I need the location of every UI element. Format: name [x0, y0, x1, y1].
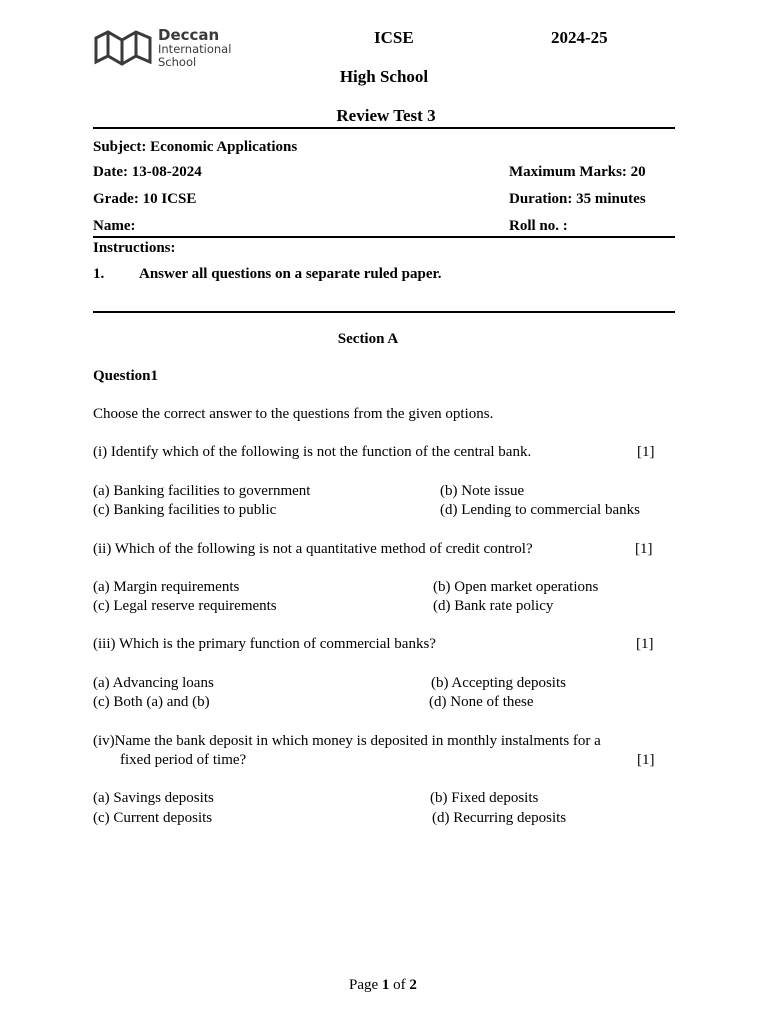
logo-text-line2: International	[158, 42, 232, 56]
question-marks: [1]	[635, 541, 653, 557]
question-text: (i) Identify which of the following is not the function of the central bank.	[93, 444, 532, 460]
answer-option: (b) Open market operations	[433, 579, 599, 595]
answer-option: (a) Banking facilities to government	[93, 483, 311, 499]
page-number	[349, 977, 417, 994]
question-marks: [1]	[636, 636, 654, 652]
page-total: 2	[409, 977, 417, 993]
answer-option: (b) Accepting deposits	[431, 675, 566, 691]
answer-option: (d) Bank rate policy	[433, 598, 554, 614]
grade-label: Grade: 10 ICSE	[93, 191, 197, 207]
answer-option: (a) Margin requirements	[93, 579, 240, 595]
academic-year: 2024-25	[551, 28, 608, 47]
answer-option: (d) None of these	[429, 694, 534, 710]
subject-label: Subject: Economic Applications	[93, 139, 298, 155]
logo-text-line1: Deccan	[158, 26, 220, 44]
question-directive: Choose the correct answer to the questions from the given options.	[93, 406, 494, 422]
max-marks-label: Maximum Marks: 20	[509, 164, 646, 180]
book-logo-icon	[94, 30, 152, 66]
answer-option: (c) Legal reserve requirements	[93, 598, 277, 614]
answer-option: (c) Current deposits	[93, 810, 213, 826]
header-divider	[93, 127, 675, 129]
instructions-divider	[93, 311, 675, 313]
question-text-continued: fixed period of time?	[120, 752, 247, 768]
question-title: Question1	[93, 368, 159, 384]
answer-option: (d) Recurring deposits	[432, 810, 567, 826]
question-text: (iv)Name the bank deposit in which money is deposited in monthly instalments for a	[93, 733, 601, 749]
page-current: 1	[381, 977, 390, 993]
page-of: of	[393, 977, 406, 993]
question-text: (iii) Which is the primary function of commercial banks?	[93, 636, 436, 652]
board-label: ICSE	[374, 28, 414, 47]
duration-label: Duration: 35 minutes	[509, 191, 646, 207]
name-field-label: Name:	[93, 218, 136, 234]
school-level: High School	[339, 67, 429, 86]
instruction-text: Answer all questions on a separate ruled paper.	[139, 266, 442, 282]
answer-option: (c) Banking facilities to public	[93, 502, 277, 518]
page-prefix: Page	[349, 977, 379, 993]
test-title: Review Test 3	[336, 106, 436, 125]
section-title: Section A	[337, 331, 399, 347]
question-text: (ii) Which of the following is not a quantitative method of credit control?	[93, 541, 533, 557]
logo-text-line3: School	[158, 54, 197, 69]
answer-option: (c) Both (a) and (b)	[93, 694, 210, 710]
roll-no-label: Roll no. :	[509, 218, 568, 234]
answer-option: (b) Fixed deposits	[430, 790, 539, 806]
school-logo	[94, 28, 244, 70]
question-marks: [1]	[637, 752, 655, 768]
answer-option: (a) Savings deposits	[93, 790, 214, 806]
instruction-number: 1.	[93, 266, 105, 282]
date-label: Date: 13-08-2024	[93, 164, 202, 180]
answer-option: (b) Note issue	[440, 483, 525, 499]
answer-option: (d) Lending to commercial banks	[440, 502, 640, 518]
instructions-title: Instructions:	[93, 240, 176, 256]
question-marks: [1]	[637, 444, 655, 460]
info-divider	[93, 236, 675, 238]
answer-option: (a) Advancing loans	[93, 675, 214, 691]
